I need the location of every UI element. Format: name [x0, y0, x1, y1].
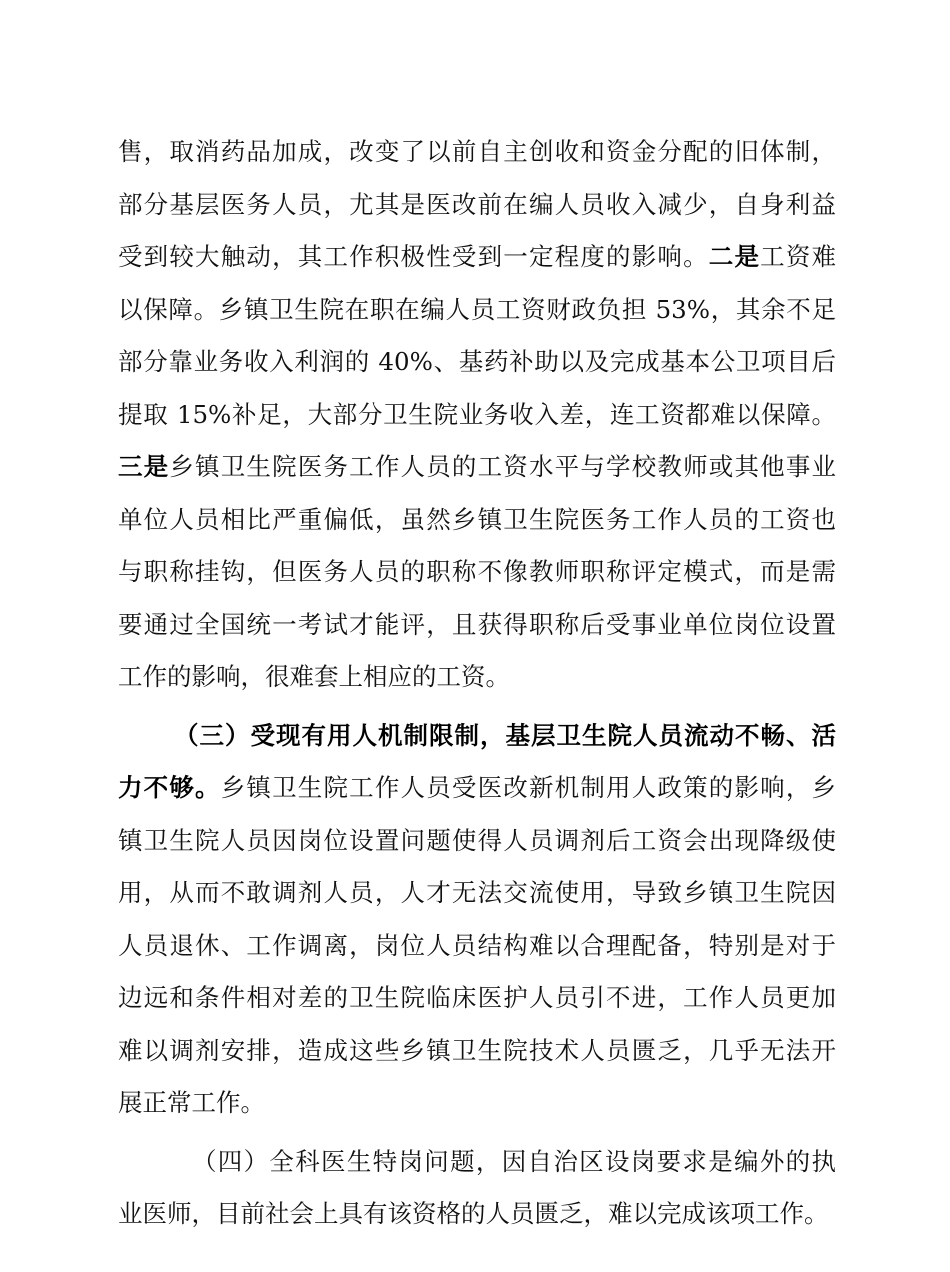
body-text: 乡镇卫生院工作人员受医改新机制用人政策的影响，乡: [220, 773, 837, 802]
body-line: 要通过全国统一考试才能评，且获得职称后受事业单位岗位设置: [118, 609, 836, 639]
body-line: 镇卫生院人员因岗位设置问题使得人员调剂后工资会出现降级使: [118, 825, 836, 855]
body-line: 难以调剂安排，造成这些乡镇卫生院技术人员匮乏，几乎无法开: [118, 1035, 836, 1065]
heading-text: （三）受现有用人机制限制，基层卫生院人员流动不畅、活: [174, 720, 836, 750]
body-line: [118, 231, 836, 284]
heading-text-continued: 力不够。: [118, 773, 221, 802]
body-line: 人员退休、工作调离，岗位人员结构难以合理配备，特别是对于: [118, 930, 836, 960]
body-line: 用，从而不敢调剂人员，人才无法交流使用，导致乡镇卫生院因: [118, 878, 836, 907]
body-line: [118, 762, 836, 815]
body-line: 以保障。乡镇卫生院在职在编人员工资财政负担 53%，其余不足: [118, 294, 836, 324]
body-line: 边远和条件相对差的卫生院临床医护人员引不进，工作人员更加: [118, 983, 836, 1012]
body-line: [118, 441, 836, 494]
emphasis-point-three: 三是: [118, 452, 170, 481]
emphasis-point-two: 二是: [708, 242, 761, 271]
body-text: 受到较大触动，其工作积极性受到一定程度的影响。: [118, 242, 709, 271]
body-line: 部分基层医务人员，尤其是医改前在编人员收入减少，自身利益: [118, 189, 836, 219]
body-line: 提取 15%补足，大部分卫生院业务收入差，连工资都难以保障。: [118, 399, 836, 429]
body-line: 展正常工作。: [118, 1088, 265, 1117]
body-line: 单位人员相比严重偏低，虽然乡镇卫生院医务工作人员的工资也: [118, 504, 836, 534]
body-line: 与职称挂钩，但医务人员的职称不像教师职称评定模式，而是需: [118, 557, 836, 586]
section-heading-four: （四）全科医生特岗问题，因自治区设岗要求是编外的执: [192, 1146, 836, 1176]
body-line: 售，取消药品加成，改变了以前自主创收和资金分配的旧体制，: [118, 137, 836, 166]
body-line: 业医师，目前社会上具有该资格的人员匮乏，难以完成该项工作。: [118, 1199, 829, 1228]
body-line: 工作的影响，很难套上相应的工资。: [118, 662, 510, 691]
body-line: 部分靠业务收入利润的 40%、基药补助以及完成基本公卫项目后: [118, 347, 836, 376]
body-text: 乡镇卫生院医务工作人员的工资水平与学校教师或其他事业: [169, 452, 837, 481]
body-text: 工资难: [760, 242, 837, 271]
section-heading-three: [118, 710, 836, 763]
document-page: [118, 126, 836, 1241]
